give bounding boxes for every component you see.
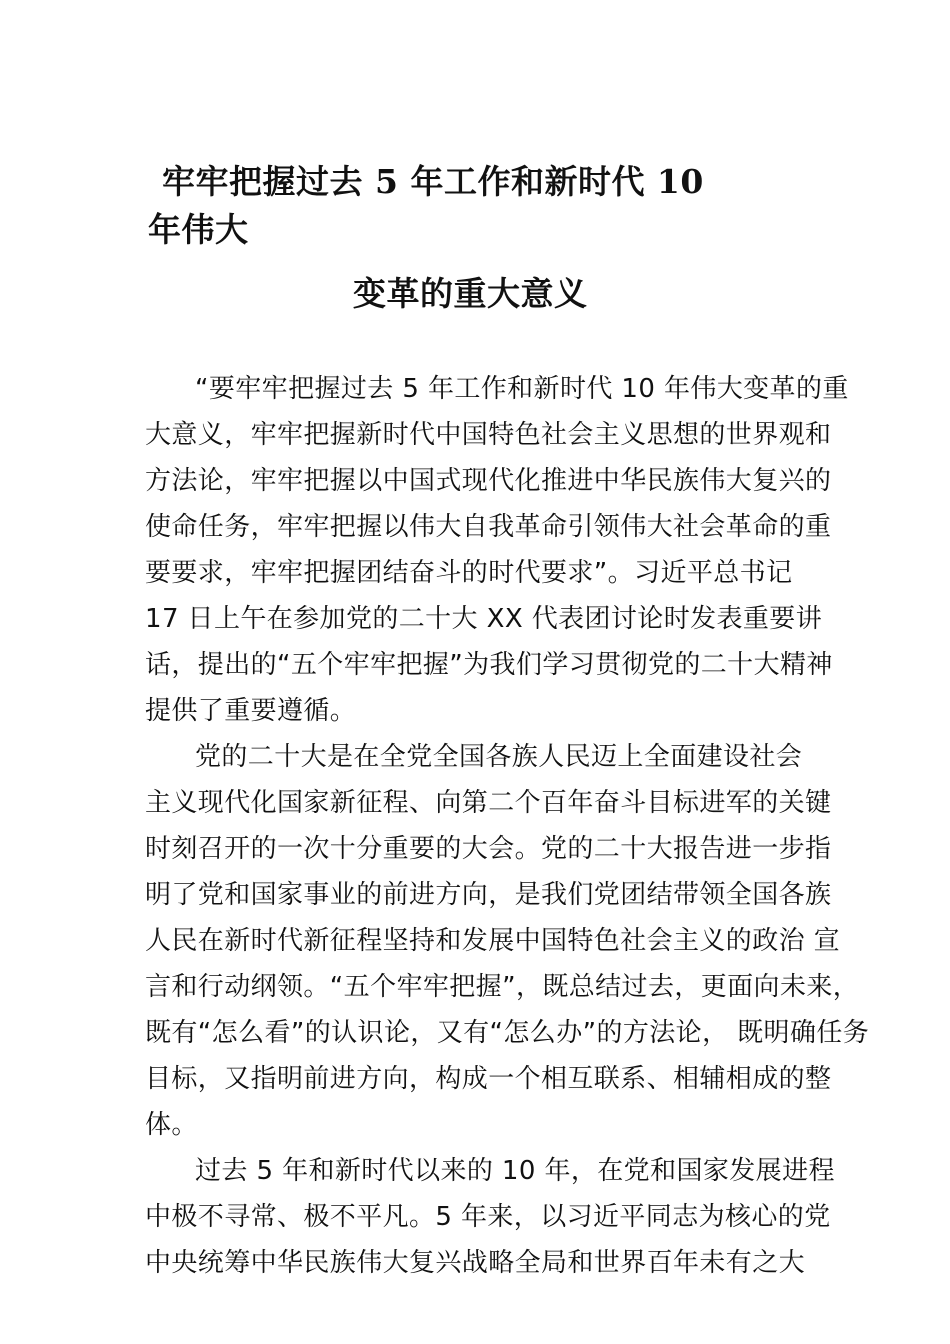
body-text-line: 17 日上午在参加党的二十大 XX 代表团讨论时发表重要讲 [145, 604, 823, 634]
title-line-1: 牢牢把握过去 5 年工作和新时代 10 [162, 162, 704, 201]
body-text-line: 方法论，牢牢把握以中国式现代化推进中华民族伟大复兴的 [145, 466, 832, 496]
body-text-line: 人民在新时代新征程坚持和发展中国特色社会主义的政治 宣 [145, 926, 841, 956]
title-line-3: 变革的重大意义 [353, 274, 588, 313]
body-text-line: 话，提出的“五个牢牢把握”为我们学习贯彻党的二十大精神 [145, 650, 833, 680]
body-text-line: 目标，又指明前进方向，构成一个相互联系、相辅相成的整 [145, 1064, 832, 1094]
document-title [148, 158, 808, 313]
body-text-line: 主义现代化国家新征程、向第二个百年奋斗目标进军的关键 [145, 788, 832, 818]
body-text-line: 中央统筹中华民族伟大复兴战略全局和世界百年未有之大 [145, 1248, 806, 1278]
body-text-line: 明了党和国家事业的前进方向，是我们党团结带领全国各族 [145, 880, 832, 910]
title-line-2: 年伟大 [148, 210, 249, 249]
document-body [145, 366, 870, 1286]
body-text-line: 提供了重要遵循。 [145, 696, 357, 726]
body-text-line: 既有“怎么看”的认识论，又有“怎么办”的方法论， 既明确任务 [145, 1018, 870, 1048]
body-text-line: 体。 [145, 1110, 198, 1140]
body-text-line: 过去 5 年和新时代以来的 10 年，在党和国家发展进程 [195, 1156, 835, 1186]
body-text-line: 使命任务，牢牢把握以伟大自我革命引领伟大社会革命的重 [145, 512, 832, 542]
body-text-line: 时刻召开的一次十分重要的大会。党的二十大报告进一步指 [145, 834, 832, 864]
body-text-line: 大意义，牢牢把握新时代中国特色社会主义思想的世界观和 [145, 420, 832, 450]
body-text-line: 言和行动纲领。“五个牢牢把握”，既总结过去，更面向未来， [145, 972, 860, 1002]
body-text-line: “要牢牢把握过去 5 年工作和新时代 10 年伟大变革的重 [195, 374, 849, 404]
body-text-line: 中极不寻常、极不平凡。5 年来，以习近平同志为核心的党 [145, 1202, 831, 1232]
body-text-line: 党的二十大是在全党全国各族人民迈上全面建设社会 [195, 742, 803, 772]
body-text-line: 要要求，牢牢把握团结奋斗的时代要求”。习近平总书记 [145, 558, 793, 588]
